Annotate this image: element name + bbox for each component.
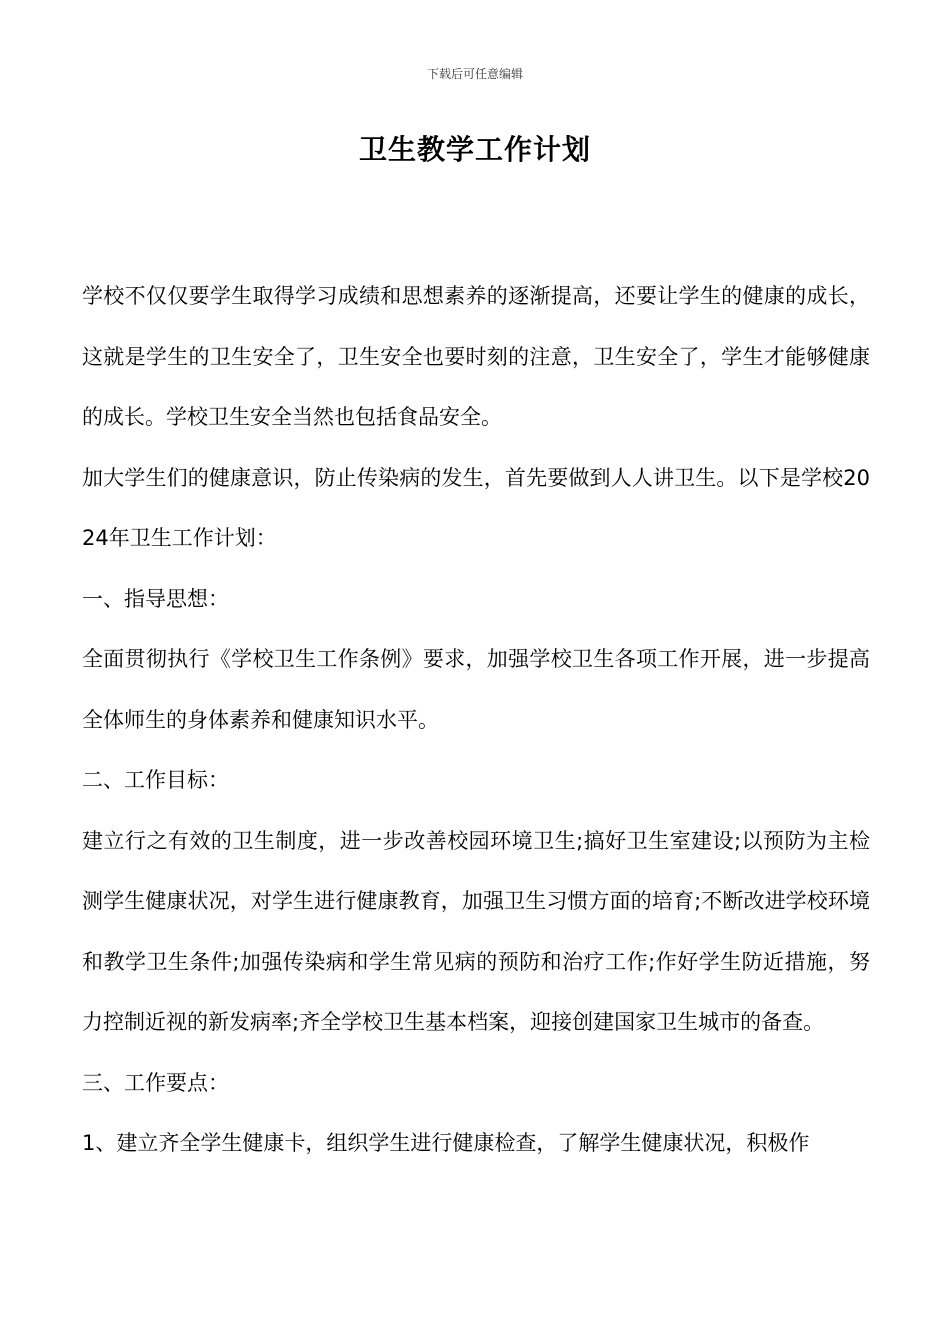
header-note: 下载后可任意编辑 xyxy=(426,67,523,81)
document-body xyxy=(82,266,870,1174)
section-heading-work-goals: 二、工作目标： xyxy=(82,768,229,792)
section-heading-work-points: 三、工作要点： xyxy=(82,1070,229,1095)
section-heading-guiding-thought: 一、指导思想： xyxy=(82,586,229,611)
paragraph-work-goals: 建立行之有效的卫生制度，进一步改善校园环境卫生;搞好卫生室建设;以预防为主检测学生健康状况，对学生进行健康教育，加强卫生习惯方面的培育;不断改进学校环境和教学卫生条件;加强传染病和学生常见病的预防和治疗工作;作好学生防近措施，努力控制近视的新发病率;齐全学校卫生基本档案，迎接创建国家卫生城市的备查。 xyxy=(82,828,870,1034)
paragraph-work-point-1: 1、建立齐全学生健康卡，组织学生进行健康检查，了解学生健康状况，积极作 xyxy=(82,1131,810,1155)
paragraph-awareness: 加大学生们的健康意识，防止传染病的发生，首先要做到人人讲卫生。以下是学校2024年卫生工作计划： xyxy=(82,465,870,550)
document-title: 卫生教学工作计划 xyxy=(358,133,591,166)
paragraph-intro: 学校不仅仅要学生取得学习成绩和思想素养的逐渐提高，还要让学生的健康的成长，这就是学生的卫生安全了，卫生安全也要时刻的注意，卫生安全了，学生才能够健康的成长。学校卫生安全当然也包括食品安全。 xyxy=(82,284,870,429)
paragraph-guiding-thought: 全面贯彻执行《学校卫生工作条例》要求，加强学校卫生各项工作开展，进一步提高全体师生的身体素养和健康知识水平。 xyxy=(82,647,870,732)
